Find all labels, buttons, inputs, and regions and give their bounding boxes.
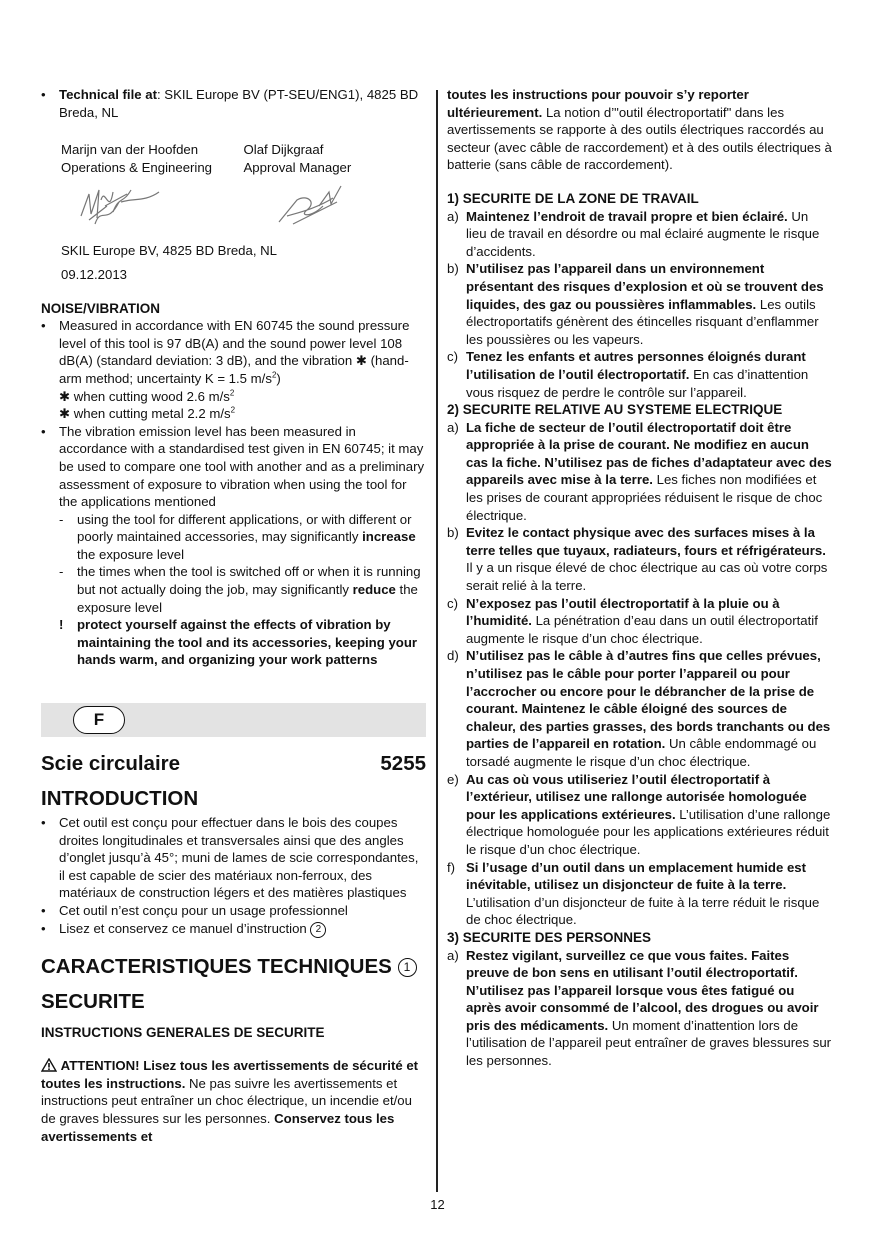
- product-code: 5255: [380, 752, 426, 776]
- signature-graphics: [61, 176, 401, 242]
- tech-heading: CARACTERISTIQUES TECHNIQUES 1: [41, 954, 426, 980]
- section-3-items: [447, 947, 832, 1070]
- noise-bullet-2: • The vibration emission level has been measured in accordance with a standardised test given in EN 60745; it may be used to compare one tool with another and as a preliminary assessment of exposure to vibration when using the tool for the applications mentioned: [41, 423, 426, 511]
- language-badge: F: [73, 706, 125, 734]
- safety-item: d) N’utilisez pas le câble à d’autres fins que celles prévues, n’utilisez pas le câble pour porter l’appareil ou pour l’accrocher ou encore pour le débrancher de la prise de courant. Maintenez le câble éloigné des sources de chaleur, des parties grasses, des bords tranchants ou des parties de l’appareil en rotation. Un câble endommagé ou torsadé augmente le risque d’un choc électrique.: [447, 648, 831, 769]
- safety-item: e) Au cas où vous utiliseriez l’outil électroportatif à l’extérieur, utilisez une rallonge autorisée homologuée pour les applications extérieures. L’utilisation d’une rallonge électrique homologuée pour les applications extérieures réduit le risque d’un choc électrique.: [447, 771, 831, 857]
- safety-item: a) Maintenez l’endroit de travail propre et bien éclairé. Un lieu de travail en désordre ou mal éclairé augmente le risque d’accidents.: [447, 208, 820, 259]
- language-bar: [41, 703, 426, 737]
- product-name: Scie circulaire: [41, 752, 181, 776]
- section-1-items: [447, 208, 832, 402]
- noise-wood-value: ✱ when cutting wood 2.6 m/s: [59, 388, 230, 404]
- company-address: SKIL Europe BV, 4825 BD Breda, NL: [61, 243, 278, 259]
- figure-ref-1: 1: [398, 958, 417, 977]
- left-column: [41, 86, 426, 1145]
- signature-1-icon: [81, 190, 159, 224]
- noise-bullet-1: • Measured in accordance with EN 60745 the sound pressure level of this tool is 97 dB(A) and the sound power level 108 dB(A) (standard deviation: 3 dB), and the vibration ✱ (hand-arm method; uncertainty K = 1.5 $m/s^2$) ✱ when cutting wood 2.6 $m/s^2$ ✱ when cutting metal 2.2 $m/s^2$: [41, 317, 426, 423]
- signature-2-icon: [279, 186, 341, 224]
- safety-item: b) Evitez le contact physique avec des surfaces mises à la terre telles que tuyaux, radiateurs, fours et réfrigérateurs. Il y a un risque élevé de choc électrique au cas où votre corps serait relié à la terre.: [447, 525, 828, 594]
- general-safety-heading: INSTRUCTIONS GENERALES DE SECURITE: [41, 1024, 325, 1040]
- safety-heading: SECURITE: [41, 989, 145, 1013]
- signatories: [41, 141, 426, 176]
- declaration-date: 09.12.2013: [61, 266, 128, 282]
- safety-item: f) Si l’usage d’un outil dans un emplacement humide est inévitable, utilisez un disjoncteur de fuite à la terre. L’utilisation d’un disjoncteur de fuite à la terre réduit le risque de choc électrique.: [447, 859, 820, 928]
- product-title-row: [41, 751, 426, 777]
- warning-paragraph: ATTENTION! Lisez tous les avertissements de sécurité et toutes les instructions. Ne pas suivre les avertissements et instructions peut entraîner un choc électrique, un incendie et/ou de graves blessures sur les personnes. Conservez tous les avertissements et: [41, 1058, 419, 1144]
- noise-dash-2: - the times when the tool is switched off or when it is running but not actually doing the job, may significantly reduce the exposure level: [59, 564, 421, 615]
- noise-warning: ! protect yourself against the effects of vibration by maintaining the tool and its accessories, keeping your hands warm, and organizing your work patterns: [59, 617, 418, 668]
- column-divider: [436, 90, 438, 1192]
- signatures: [41, 176, 426, 242]
- signatory-2: Olaf Dijkgraaf Approval Manager: [243, 142, 352, 175]
- noise-metal-value: ✱ when cutting metal 2.2 m/s: [59, 406, 231, 422]
- intro-bullet-1: • Cet outil est conçu pour effectuer dans le bois des coupes droites longitudinales et transversales ainsi que des angles d’onglet jusqu’à 45°; muni de lames de scie correspondantes, il est capable de scier des matériaux non-ferroux, des matériaux de construction légers et des matières plastiques: [41, 814, 426, 902]
- signatory-1: Marijn van der Hoofden Operations & Engineering: [61, 142, 213, 175]
- page-number: 12: [430, 1197, 445, 1212]
- figure-ref-2: 2: [310, 922, 326, 938]
- safety-item: c) Tenez les enfants et autres personnes éloignés durant l’utilisation de l’outil électroportatif. En cas d’inattention vous risquez de perdre le contrôle sur l’appareil.: [447, 349, 809, 400]
- safety-item: a) Restez vigilant, surveillez ce que vous faites. Faites preuve de bon sens en utilisant l’outil électroportatif. N’utilisez pas l’appareil lorsque vous êtes fatigué ou après avoir consommé de l’alcool, des drogues ou avoir pris des médicaments. Un moment d’inattention lors de l’utilisation de l’appareil peut entraîner de graves blessures sur les personnes.: [447, 947, 832, 1069]
- section-2-heading: 2) SECURITE RELATIVE AU SYSTEME ELECTRIQUE: [447, 402, 783, 418]
- intro-heading: INTRODUCTION: [41, 787, 199, 811]
- warning-continuation: toutes les instructions pour pouvoir s’y reporter ultérieurement. La notion d’"outil électroportatif" dans les avertissements se rapporte à des outils électriques raccordés au secteur (avec câble de raccordement) et à des outils électriques à batterie (sans câble de raccordement).: [447, 87, 832, 173]
- section-3-heading: 3) SECURITE DES PERSONNES: [447, 929, 652, 945]
- intro-bullet-3: • Lisez et conservez ce manuel d’instruction 2: [41, 920, 426, 938]
- section-1-heading: 1) SECURITE DE LA ZONE DE TRAVAIL: [447, 190, 699, 206]
- safety-item: c) N’exposez pas l’outil électroportatif à la pluie ou à l’humidité. La pénétration d’eau dans un outil électroportatif augmente le risque d’un choc électrique.: [447, 595, 818, 646]
- noise-dash-1: - using the tool for different applications, or with different or poorly maintained accessories, may significantly increase the exposure level: [59, 511, 416, 562]
- intro-bullet-2: • Cet outil n’est conçu pour un usage professionnel: [41, 902, 426, 920]
- noise-heading: NOISE/VIBRATION: [41, 300, 161, 316]
- section-2-items: [447, 419, 832, 929]
- right-column: [447, 86, 832, 1070]
- safety-item: b) N’utilisez pas l’appareil dans un environnement présentant des risques d’explosion et où se trouvent des liquides, des gaz ou poussières inflammables. Les outils électroportatifs génèrent des étincelles risquant d’enflammer les poussières ou les vapeurs.: [447, 261, 824, 347]
- technical-file-bullet: • Technical file at: SKIL Europe BV (PT-SEU/ENG1), 4825 BD Breda, NL: [41, 86, 426, 121]
- safety-item: a) La fiche de secteur de l’outil électroportatif doit être appropriée à la prise de courant. Ne modifiez en aucun cas la fiche. N’utilisez pas de fiches d’adaptateur avec des appareils avec mise à la terre. Les fiches non modifiées et les prises de courant appropriées réduisent le risque de choc électrique.: [447, 419, 832, 523]
- warning-triangle-icon: [41, 1058, 57, 1072]
